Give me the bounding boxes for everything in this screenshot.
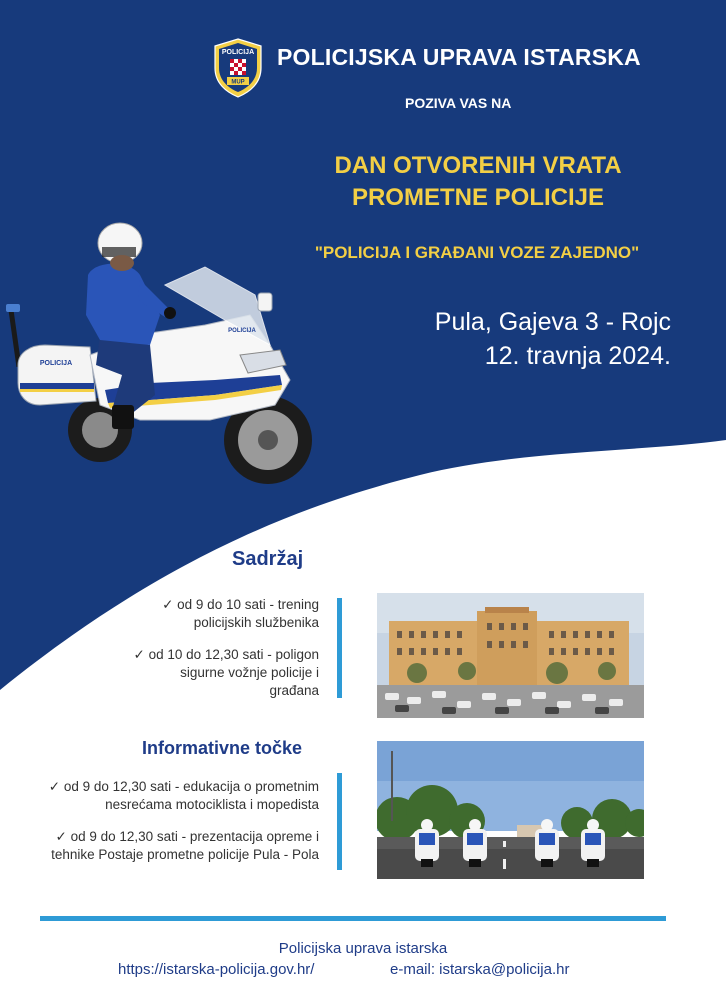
info-item-1-line2: nesrećama motociklista i mopedista (105, 797, 319, 812)
building-photo (377, 593, 644, 718)
info-item-education (0, 778, 319, 814)
organization-title: POLICIJSKA UPRAVA ISTARSKA (277, 44, 641, 70)
section-heading-info: Informativne točke (142, 738, 303, 758)
accent-divider-2 (337, 773, 342, 870)
info-item-presentation (0, 828, 319, 864)
content-item-polygon (59, 646, 319, 700)
content-item-2-line2: sigurne vožnje policije i (180, 665, 319, 680)
content-item-1-line2: policijskih službenika (193, 615, 319, 630)
moto-front-label: POLICIJA (228, 328, 256, 334)
footer-email[interactable]: e-mail: istarska@policija.hr (390, 961, 570, 978)
badge-text-bottom: MUP (231, 79, 245, 86)
event-location: Pula, Gajeva 3 - Rojc (434, 308, 671, 336)
motorcycles-road-photo (377, 741, 644, 879)
info-item-2-line2: tehnike Postaje prometne policije Pula - Pola (51, 847, 319, 862)
accent-divider-1 (337, 598, 342, 698)
police-badge-logo (213, 38, 263, 98)
event-title-line1: DAN OTVORENIH VRATA (334, 152, 622, 179)
info-item-2-line1: ✓ od 9 do 12,30 sati - prezentacija opreme i (55, 829, 319, 844)
footer-website-link[interactable]: https://istarska-policija.gov.hr/ (118, 961, 315, 978)
event-title-line2: PROMETNE POLICIJE (351, 184, 605, 211)
badge-text-top: POLICIJA (221, 49, 255, 56)
police-motorcycle-image (0, 205, 330, 490)
content-item-training (79, 596, 319, 632)
content-item-2-line3: građana (269, 683, 319, 698)
content-item-2-line1: ✓ od 10 do 12,30 sati - poligon (133, 647, 319, 662)
section-heading-content: Sadržaj (232, 548, 304, 570)
info-item-1-line1: ✓ od 9 do 12,30 sati - edukacija o prometnim (48, 779, 319, 794)
event-slogan: "POLICIJA I GRAĐANI VOZE ZAJEDNO" (314, 243, 640, 262)
event-date: 12. travnja 2024. (484, 342, 671, 370)
footer-organization: Policijska uprava istarska (278, 940, 448, 957)
footer-divider (40, 916, 666, 921)
content-item-1-line1: ✓ od 9 do 10 sati - trening (162, 597, 319, 612)
invite-text: POZIVA VAS NA (405, 95, 512, 111)
moto-side-label: POLICIJA (39, 360, 73, 367)
